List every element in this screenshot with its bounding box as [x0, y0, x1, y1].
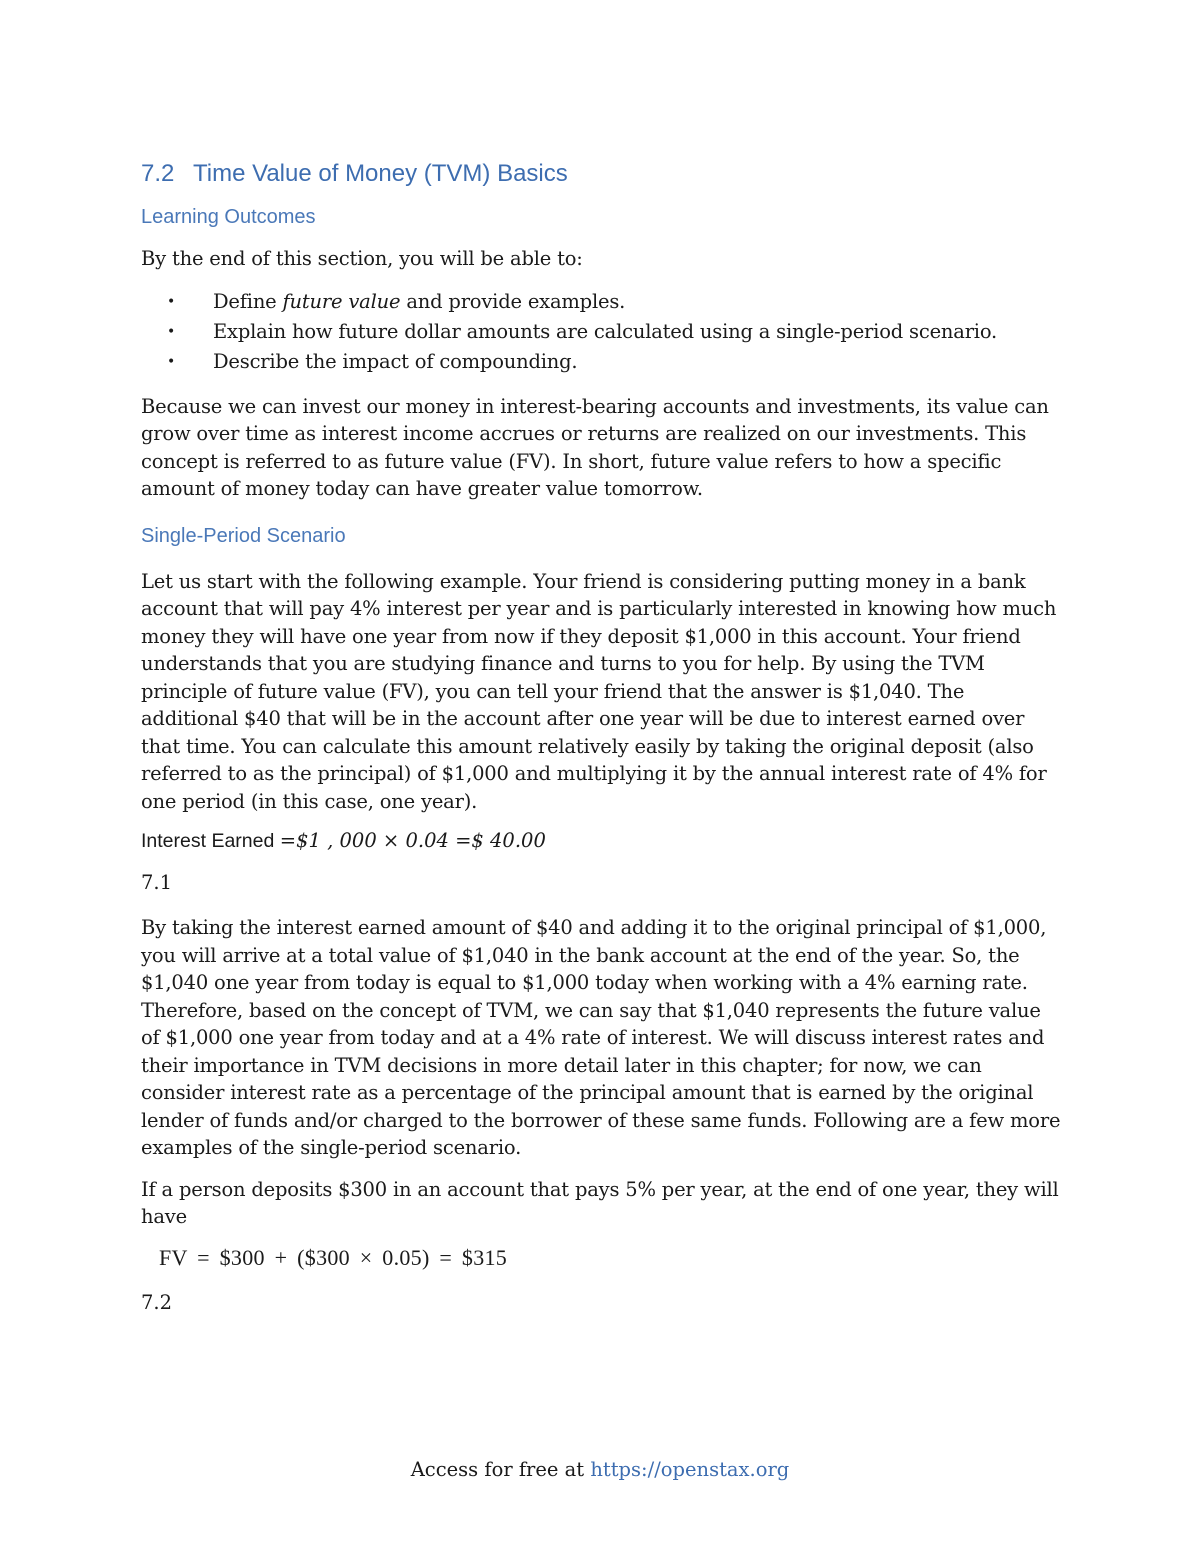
interest-formula: [141, 829, 1061, 853]
fv-formula: FV = $300 + ($300 × 0.05) = $315: [159, 1244, 508, 1270]
single-period-heading: Single-Period Scenario: [141, 524, 346, 547]
document-page: [141, 160, 1061, 1334]
bullet-icon: •: [167, 353, 176, 370]
learning-outcomes-heading: Learning Outcomes: [141, 206, 316, 228]
equation-number-1: 7.1: [141, 871, 173, 894]
list-item-text: and provide examples.: [400, 289, 626, 313]
learning-outcomes-intro: By the end of this section, you will be able to:: [141, 247, 583, 270]
formula-label: Interest Earned: [141, 830, 275, 852]
bullet-icon: •: [167, 323, 176, 340]
openstax-link[interactable]: https://openstax.org: [590, 1458, 790, 1481]
list-item-text: Explain how future dollar amounts are calculated using a single-period scenario.: [213, 319, 998, 343]
section-title: [141, 160, 1061, 188]
list-item: [141, 347, 1061, 377]
bullet-icon: •: [167, 293, 176, 310]
single-period-paragraph-2: By taking the interest earned amount of $40 and adding it to the original principal of $1,000, you will arrive at a total value of $1,040 in the bank account at the end of the year. So, the $1,040 one year from today is equal to $1,000 today when working with a 4% earning rate. Therefore, based on the concept of TVM, we can say that $1,040 represents the future value of $1,000 one year from today and at a 4% rate of interest. We will discuss interest rates and their importance in TVM decisions in more detail later in this chapter; for now, we can consider interest rate as a percentage of the principal amount that is earned by the original lender of funds and/or charged to the borrower of these same funds. Following are a few more examples of the single-period scenario.: [141, 916, 1061, 1159]
section-number: 7.2: [141, 160, 175, 187]
emphasis-term: future value: [282, 289, 401, 313]
list-item-text: Describe the impact of compounding.: [213, 349, 578, 373]
equation-number-2: 7.2: [141, 1290, 173, 1314]
formula-expression: =$1 , 000 × 0.04 =$ 40.00: [279, 829, 546, 852]
single-period-paragraph-3: If a person deposits $300 in an account that pays 5% per year, at the end of one year, they will have: [141, 1177, 1059, 1228]
learning-outcomes-list: [141, 287, 1061, 377]
footer: [0, 1458, 1200, 1481]
list-item: [141, 287, 1061, 317]
footer-text: Access for free at: [410, 1458, 591, 1481]
intro-paragraph: Because we can invest our money in interest-bearing accounts and investments, its value can grow over time as interest income accrues or returns are realized on our investments. This concept is referred to as future value (FV). In short, future value refers to how a specific amount of money today can have greater value tomorrow.: [141, 394, 1049, 500]
list-item: [141, 317, 1061, 347]
section-title-text: Time Value of Money (TVM) Basics: [193, 160, 568, 187]
list-item-text: Define: [213, 289, 283, 313]
single-period-paragraph-1: Let us start with the following example. Your friend is considering putting money in a bank account that will pay 4% interest per year and is particularly interested in knowing how much money they will have one year from now if they deposit $1,000 in this account. Your friend understands that you are studying finance and turns to you for help. By using the TVM principle of future value (FV), you can tell your friend that the answer is $1,040. The additional $40 that will be in the account after one year will be due to interest earned over that time. You can calculate this amount relatively easily by taking the original deposit (also referred to as the principal) of $1,000 and multiplying it by the annual interest rate of 4% for one period (in this case, one year).: [141, 569, 1057, 813]
